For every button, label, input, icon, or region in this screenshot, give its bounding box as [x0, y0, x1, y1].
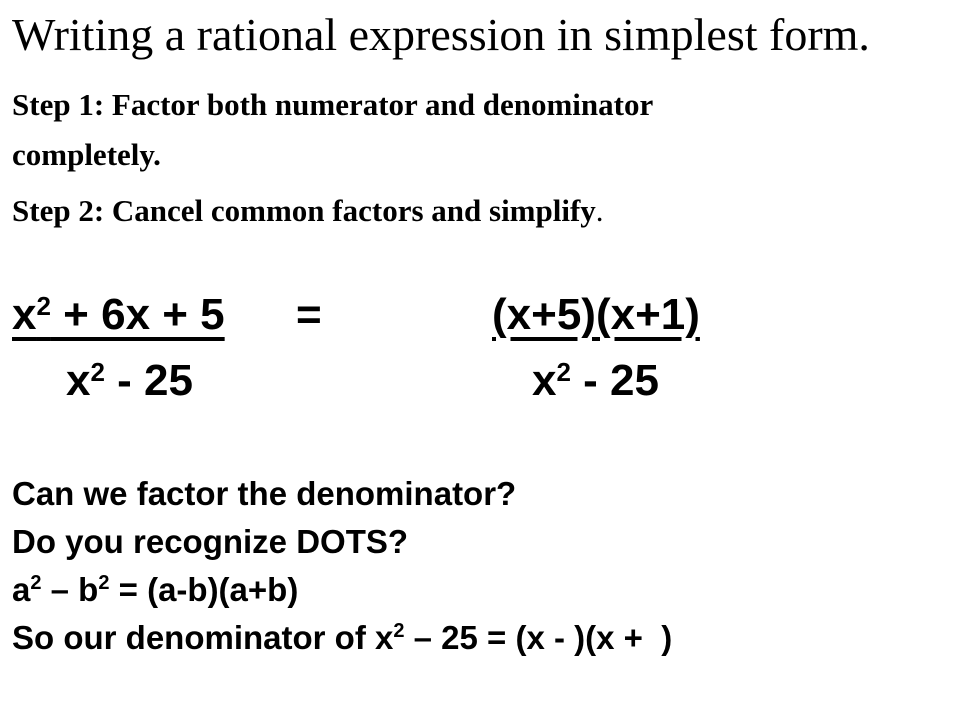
right-numerator: (x+5)(x+1)	[492, 290, 700, 339]
left-denominator-base: x	[66, 356, 91, 405]
denominator-factoring-line	[12, 614, 672, 662]
page-title: Writing a rational expression in simplest form.	[12, 9, 870, 60]
dots-b-exponent: 2	[98, 572, 110, 594]
denominator-factoring-rest: – 25 = (x - )(x + )	[404, 619, 673, 656]
dots-a: a	[12, 571, 31, 608]
denominator-factoring-exponent: 2	[393, 620, 405, 642]
step-1-line-2: completely.	[12, 137, 161, 172]
right-denominator-base: x	[532, 356, 557, 405]
question-recognize-dots: Do you recognize DOTS?	[12, 523, 409, 560]
right-denominator-rest: - 25	[570, 356, 659, 405]
left-numerator-exponent: 2	[36, 291, 51, 321]
step-1-line-1: Step 1: Factor both numerator and denominator	[12, 87, 654, 122]
left-numerator-base: x	[12, 290, 37, 339]
left-denominator-exponent: 2	[90, 357, 105, 387]
step-2-period: .	[595, 193, 604, 228]
right-denominator	[532, 356, 659, 406]
left-numerator	[12, 290, 225, 340]
dots-factored: = (a-b)(a+b)	[109, 571, 299, 608]
left-numerator-rest: + 6x + 5	[50, 290, 225, 339]
left-denominator	[66, 356, 193, 406]
step-2	[12, 186, 604, 236]
equals-sign: =	[296, 290, 322, 339]
denominator-factoring-prefix: So our denominator of x	[12, 619, 394, 656]
right-denominator-exponent: 2	[556, 357, 571, 387]
dots-a-exponent: 2	[30, 572, 42, 594]
step-2-text: Step 2: Cancel common factors and simplify	[12, 193, 596, 228]
dots-formula	[12, 566, 298, 614]
question-factor-denominator: Can we factor the denominator?	[12, 475, 517, 512]
dots-minus-b: – b	[41, 571, 99, 608]
left-denominator-rest: - 25	[104, 356, 193, 405]
step-1	[12, 80, 653, 180]
